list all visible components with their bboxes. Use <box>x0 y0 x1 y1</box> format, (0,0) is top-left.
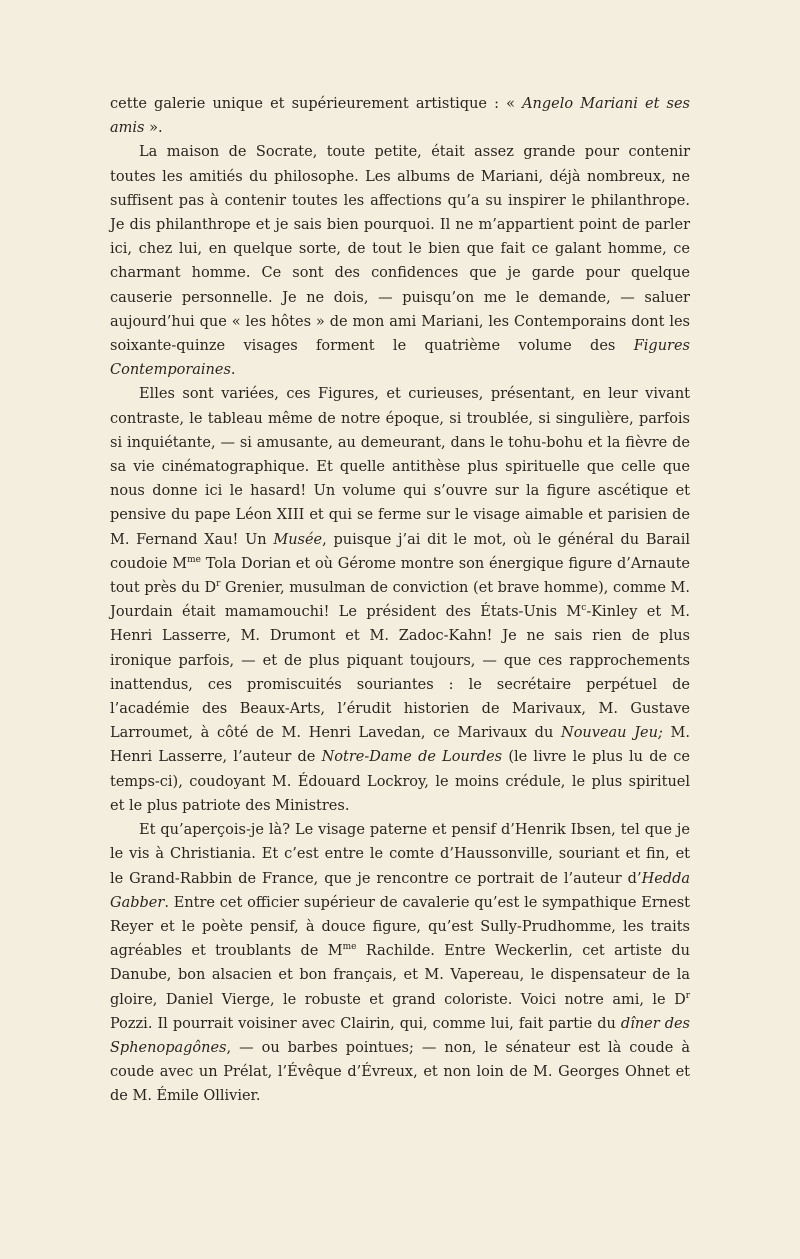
paragraph-3 <box>110 382 690 818</box>
text-run: M. Henri Lasserre, l’auteur de <box>110 725 691 766</box>
italic-text: Musée <box>273 531 323 548</box>
document-page <box>110 92 690 1109</box>
text-run: , puisque j’ai dit le mot, où le général du Barail coudoie M <box>110 531 690 572</box>
text-run: Et qu’aperçois-je là? Le visage paterne et pensif d’Henrik Ibsen, tel que je le vis à Christiania. Et c’est entre le comte d’Haussonville, souriant et fin, et le Grand-Rabbin de France, que je rencontre ce portrait de l’auteur d’ <box>110 822 690 887</box>
text-run: cette galerie unique et supérieurement artistique : « <box>110 96 523 112</box>
italic-text: Figures Contemporaines <box>110 338 690 379</box>
superscript-text: r <box>216 579 221 590</box>
text-run: Pozzi. Il pourrait voisiner avec Clairin, qui, comme lui, fait partie du <box>110 1015 621 1032</box>
italic-text: Notre-Dame de Lourdes <box>321 749 503 766</box>
text-run: . Entre cet officier supérieur de cavalerie qu’est le sympathique Ernest Reyer et le poète pensif, à douce figure, qu’est Sully-Prudhomme, les traits agréables et troublants de M <box>110 894 690 960</box>
paragraph-2 <box>110 140 690 382</box>
text-run: Rachilde. Entre Weckerlin, cet artiste du Danube, bon alsacien et bon français, et M. Vapereau, le dispensateur de la gloire, Daniel Vierge, le robuste et grand coloriste. Voici notre ami, le D <box>110 943 690 1008</box>
text-run: . <box>230 362 236 379</box>
text-run: Tola Dorian et où Gérome montre son énergique figure d’Arnaute tout près du D <box>110 555 690 597</box>
superscript-text: me <box>187 555 201 566</box>
superscript-text: r <box>685 990 690 1001</box>
text-run: Grenier, musulman de conviction (et brave homme), comme M. Jourdain était mamamouchi! Le président des États-Unis M <box>110 580 690 621</box>
italic-text: Hedda Gabber <box>110 870 690 911</box>
italic-text: Nouveau Jeu; <box>561 725 663 742</box>
text-run: Elles sont variées, ces Figures, et curieuses, présentant, en leur vivant contraste, le tableau même de notre époque, si troublée, si singulière, parfois si inquiétante, — si amusante, au demeurant, dans le tohu-bohu et la fièvre de sa vie cinématographique. Et quelle antithèse plus spirituelle que celle que nous donne ici le hasard! Un volume qui s’ouvre sur la figure ascétique et pensive du pape Léon XIII et qui se ferme sur le visage aimable et parisien de M. Fernand Xau! Un <box>110 386 690 548</box>
text-run: , — ou barbes pointues; — non, le sénateur est là coude à coude avec un Prélat, l’Évêque d’Évreux, et non loin de M. Georges Ohnet et de M. Émile Ollivier. <box>110 1039 690 1105</box>
text-run: La maison de Socrate, toute petite, était assez grande pour contenir toutes les amitiés du philosophe. Les albums de Mariani, déjà nombreux, ne suffisent pas à contenir toutes les affections qu’a su inspirer le philanthrope. Je dis philanthrope et je sais bien pourquoi. Il ne m’appartient point de parler ici, chez lui, en quelque sorte, de tout le bien que fait ce galant homme, ce charmant homme. Ce sont des confidences que je garde pour quelque causerie personnelle. Je ne dois, — puisqu’on me le demande, — saluer aujourd’hui que « les hôtes » de mon ami Mariani, les Contemporains dont les soixante-quinze visages forment le quatrième volume des <box>110 144 690 355</box>
text-run: ». <box>144 120 163 137</box>
superscript-text: me <box>342 942 357 953</box>
paragraph-4 <box>110 818 690 1108</box>
paragraph-1 <box>110 92 690 140</box>
text-run: (le livre le plus lu de ce temps-ci), coudoyant M. Édouard Lockroy, le moins crédule, le plus spirituel et le plus patriote des Ministres. <box>110 749 690 814</box>
italic-text: Angelo Mariani et ses amis <box>110 96 690 137</box>
text-run: -Kinley et M. Henri Lasserre, M. Drumont et M. Zadoc-Kahn! Je ne sais rien de plus ironique parfois, — et de plus piquant toujours, — que ces rapprochements inattendus, ces promiscuités souriantes : le secrétaire perpétuel de l’académie des Beaux-Arts, l’érudit historien de Marivaux, M. Gustave Larroumet, à côté de M. Henri Lavedan, ce Marivaux du <box>110 604 690 742</box>
italic-text: dîner des Sphenopagônes <box>110 1015 690 1056</box>
superscript-text: c <box>581 603 587 614</box>
